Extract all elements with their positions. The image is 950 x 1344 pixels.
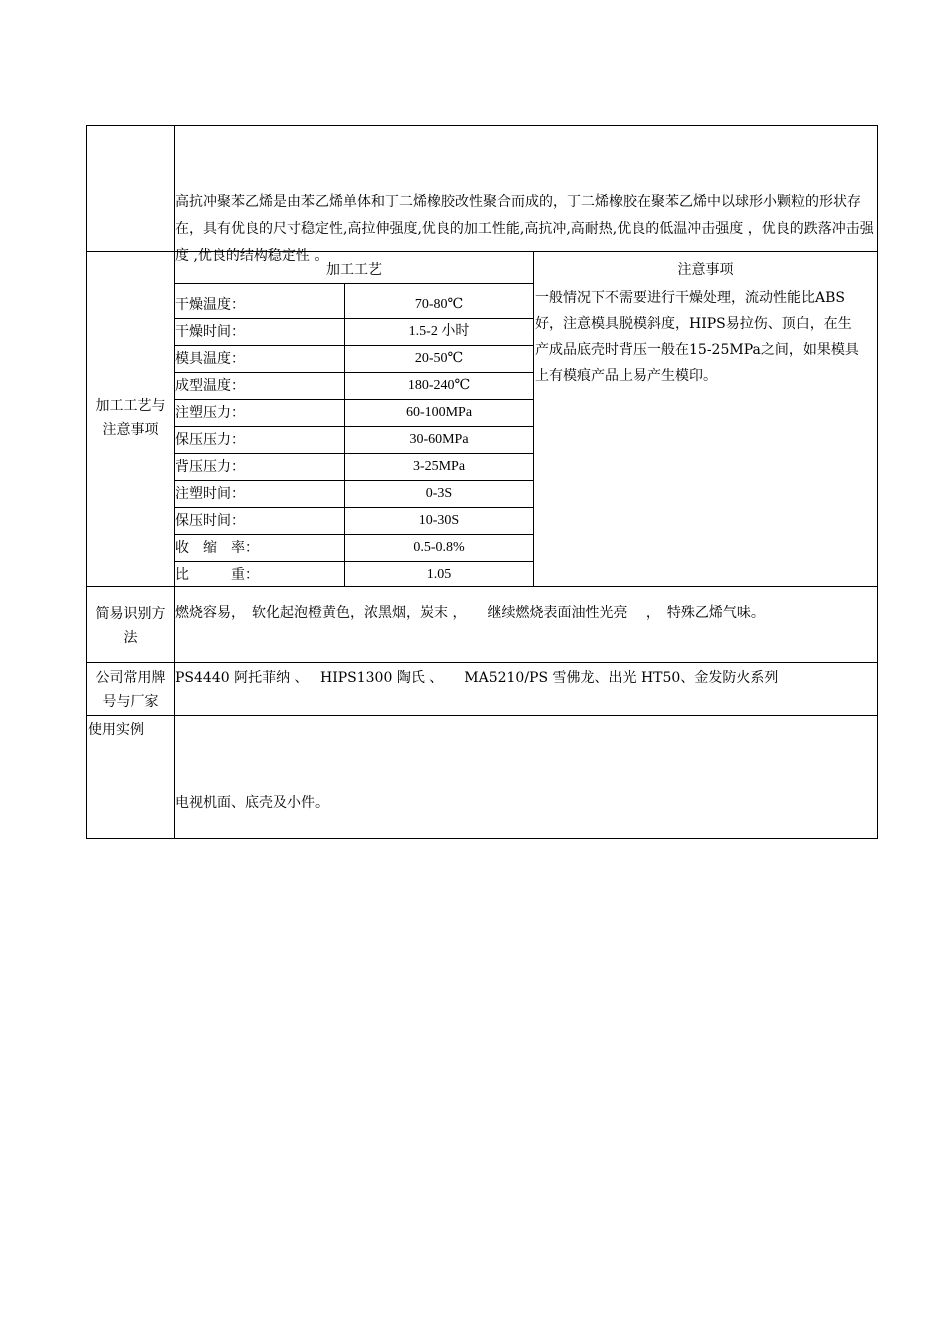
param-label: 干燥温度： — [175, 297, 245, 313]
material-spec-table — [86, 125, 878, 839]
process-notes-divider — [533, 251, 534, 586]
identification-label: 简易识别方 法 — [95, 606, 166, 646]
process-header: 加工工艺 — [326, 262, 382, 278]
process-notes-text: 一般情况下不需要进行干燥处理，流动性能比ABS好，注意模具脱模斜度，HIPS易拉伤、顶白，在生产成品底壳时背压一般在15-25MPa之间，如果模具上有模痕产品上易产生模印。 — [535, 290, 859, 384]
param-label: 模具温度： — [175, 351, 245, 367]
brands-label: 公司常用牌 号与厂家 — [95, 670, 166, 710]
param-label: 保压时间： — [175, 513, 245, 529]
param-value: 0.5-0.8% — [413, 540, 465, 555]
row-divider — [87, 715, 877, 716]
param-value: 70-80℃ — [414, 297, 464, 312]
notes-header: 注意事项 — [677, 262, 734, 278]
param-value: 10-30S — [418, 513, 460, 528]
process-row-label: 加工工艺与 注意事项 — [95, 398, 166, 438]
param-label: 注塑时间： — [175, 486, 245, 502]
param-value: 3-25MPa — [412, 459, 466, 474]
description-text: 高抗冲聚苯乙烯是由苯乙烯单体和丁二烯橡胶改性聚合而成的，丁二烯橡胶在聚苯乙烯中以球形小颗粒的形状存在，具有优良的尺寸稳定性,高拉伸强度,优良的加工性能,高抗冲,高耐热,优良的低温冲击强度 ，优良的跌落冲击强度 ,优良的结构稳定性 。 — [175, 194, 874, 264]
param-value: 1.05 — [426, 567, 452, 582]
param-label: 收 缩 率： — [175, 540, 259, 556]
process-header-divider — [174, 283, 534, 284]
param-value: 20-50℃ — [414, 351, 464, 366]
param-label: 背压压力： — [175, 459, 245, 475]
param-label: 成型温度： — [175, 378, 245, 394]
param-value: 60-100MPa — [405, 405, 473, 420]
brands-text: PS4440 阿托菲纳 、 HIPS1300 陶氏 、 MA5210/PS 雪佛龙、出光 HT50、金发防火系列 — [175, 670, 779, 686]
param-value: 1.5-2 小时 — [408, 324, 470, 339]
param-value: 30-60MPa — [409, 432, 469, 447]
param-label: 干燥时间： — [175, 324, 245, 340]
param-label: 保压压力： — [175, 432, 245, 448]
identification-text: 燃烧容易， 软化起泡橙黄色，浓黑烟，炭末 ， 继续燃烧表面油性光亮 ， 特殊乙烯气味。 — [175, 605, 765, 621]
param-label: 注塑压力： — [175, 405, 245, 421]
usage-text: 电视机面、底壳及小件。 — [175, 795, 329, 811]
usage-label: 使用实例 — [88, 722, 144, 738]
param-value: 180-240℃ — [407, 378, 471, 393]
row-divider — [87, 662, 877, 663]
param-value: 0-3S — [425, 486, 453, 501]
param-label: 比 重： — [175, 567, 259, 583]
